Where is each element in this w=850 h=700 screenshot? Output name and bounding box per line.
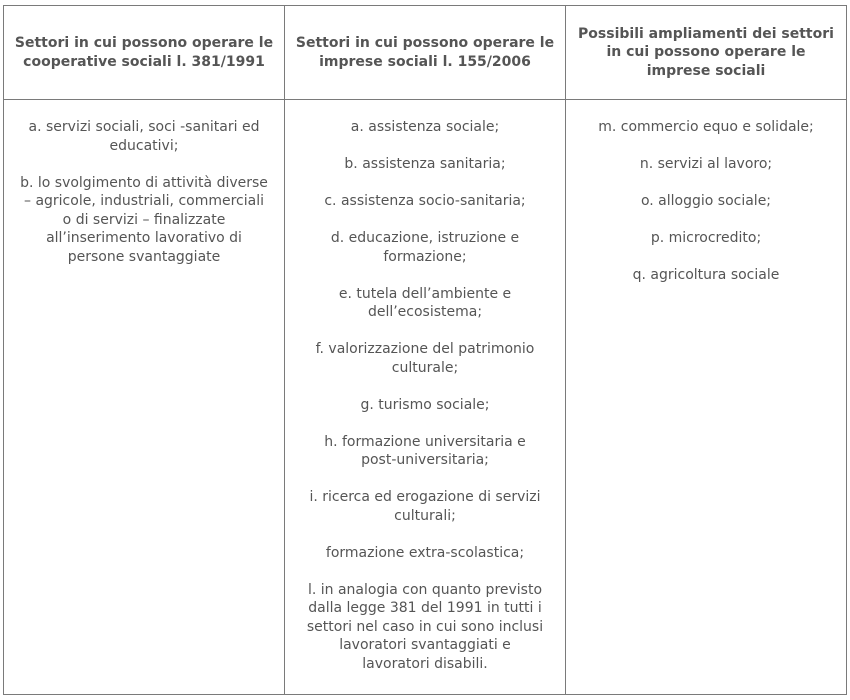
list-item: a. assistenza sociale; — [350, 119, 500, 135]
list-item: q. agricoltura sociale — [632, 267, 780, 283]
list-item: h. formazione universitaria e post-universitaria; — [324, 433, 526, 468]
list-item: m. commercio equo e solidale; — [598, 119, 814, 135]
cell-imprese-sociali — [285, 100, 566, 695]
header-imprese-sociali: Settori in cui possono operare le imprese sociali l. 155/2006 — [285, 6, 566, 100]
header-row — [4, 6, 847, 100]
list-item: p. microcredito; — [650, 230, 762, 246]
list-item: b. lo svolgimento di attività diverse – agricole, industriali, commerciali o di servizi – finalizzate all’inserimento lavorativo di persone svantaggiate — [20, 174, 268, 265]
cell-possibili-ampliamenti — [566, 100, 847, 695]
header-cooperative-sociali: Settori in cui possono operare le cooperative sociali l. 381/1991 — [4, 6, 285, 100]
list-item: c. assistenza socio-sanitaria; — [324, 193, 526, 209]
cell-cooperative-sociali — [4, 100, 285, 695]
list-item: a. servizi sociali, soci -sanitari ed educativi; — [28, 119, 260, 154]
header-possibili-ampliamenti: Possibili ampliamenti dei settori in cui possono operare le imprese sociali — [566, 6, 847, 100]
list-item: i. ricerca ed erogazione di servizi culturali; — [309, 489, 541, 524]
list-item: n. servizi al lavoro; — [639, 156, 773, 172]
list-item: o. alloggio sociale; — [640, 193, 772, 209]
list-item: l. in analogia con quanto previsto dalla legge 381 del 1991 in tutti i settori nel caso in cui sono inclusi lavoratori svantaggiati e lavoratori disabili. — [306, 581, 544, 672]
list-item: f. valorizzazione del patrimonio culturale; — [315, 341, 535, 376]
sectors-table — [3, 5, 847, 695]
list-item: b. assistenza sanitaria; — [344, 156, 506, 172]
body-row — [4, 100, 847, 695]
list-item: formazione extra-scolastica; — [325, 544, 525, 561]
list-item: d. educazione, istruzione e formazione; — [330, 230, 520, 265]
list-item: e. tutela dell’ambiente e dell’ecosistema; — [338, 285, 512, 320]
list-item: g. turismo sociale; — [360, 396, 490, 413]
